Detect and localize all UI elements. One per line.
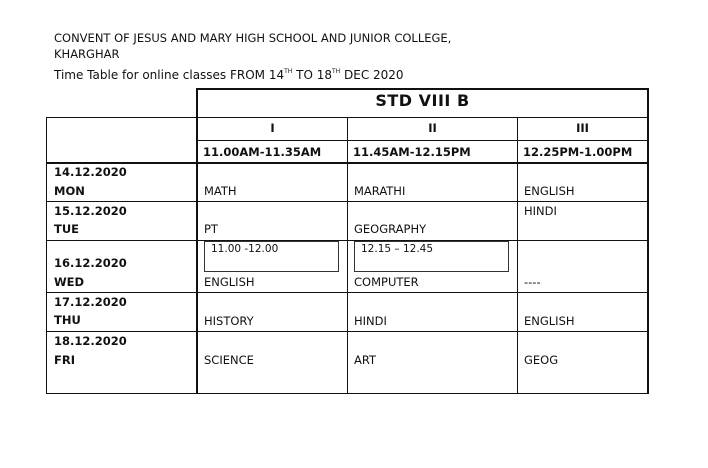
timetable-title: Time Table for online classes FROM 14TH TO 18TH DEC 2020 [54,68,404,82]
border-col-2 [347,117,348,394]
row-5-day: FRI [54,353,75,367]
row-3-period-1: ENGLISH [204,275,255,289]
border-left [46,117,47,394]
row-1-date: 14.12.2020 [54,165,127,179]
row-3-period-1-time-box: 11.00 -12.00 [204,241,339,272]
row-2-day: TUE [54,222,80,236]
row-2-period-2: GEOGRAPHY [354,222,427,236]
period-1-time: 11.00AM-11.35AM [203,145,322,159]
row-3-day: WED [54,275,85,289]
border-top [196,88,648,90]
document-header [54,30,451,83]
period-3-number: III [576,121,589,135]
period-2-time: 11.45AM-12.15PM [353,145,471,159]
border-col-3 [517,117,518,394]
school-location: KHARGHAR [54,47,120,61]
period-3-time: 12.25PM-1.00PM [523,145,633,159]
row-4-date: 17.12.2020 [54,295,127,309]
row-2-date: 15.12.2020 [54,204,127,218]
row-4-period-3: ENGLISH [524,314,575,328]
row-1-period-1: MATH [204,184,237,198]
border-period-mid [196,140,648,141]
row-5-period-3: GEOG [524,353,559,367]
school-name: CONVENT OF JESUS AND MARY HIGH SCHOOL AND JUNIOR COLLEGE, [54,31,452,45]
row-3-date: 16.12.2020 [54,256,127,270]
period-1-number: I [270,121,275,135]
row-1-day: MON [54,184,85,198]
row-5-period-1: SCIENCE [204,353,254,367]
row-1-period-2: MARATHI [354,184,406,198]
row-2-period-3: HINDI [524,204,557,218]
row-3-period-2-time-box: 12.15 – 12.45 [354,241,509,272]
row-5-period-2: ART [354,353,377,367]
row-4-period-1: HISTORY [204,314,254,328]
row-4-period-2: HINDI [354,314,387,328]
border-right [647,88,649,394]
timetable [46,88,648,394]
class-title: STD VIII B [375,91,470,110]
row-1-period-3: ENGLISH [524,184,575,198]
row-3-period-3: ---- [524,275,541,289]
row-5-date: 18.12.2020 [54,334,127,348]
row-3-period-2: COMPUTER [354,275,419,289]
row-2-period-1: PT [204,222,218,236]
period-2-number: II [428,121,437,135]
row-4-day: THU [54,313,81,327]
